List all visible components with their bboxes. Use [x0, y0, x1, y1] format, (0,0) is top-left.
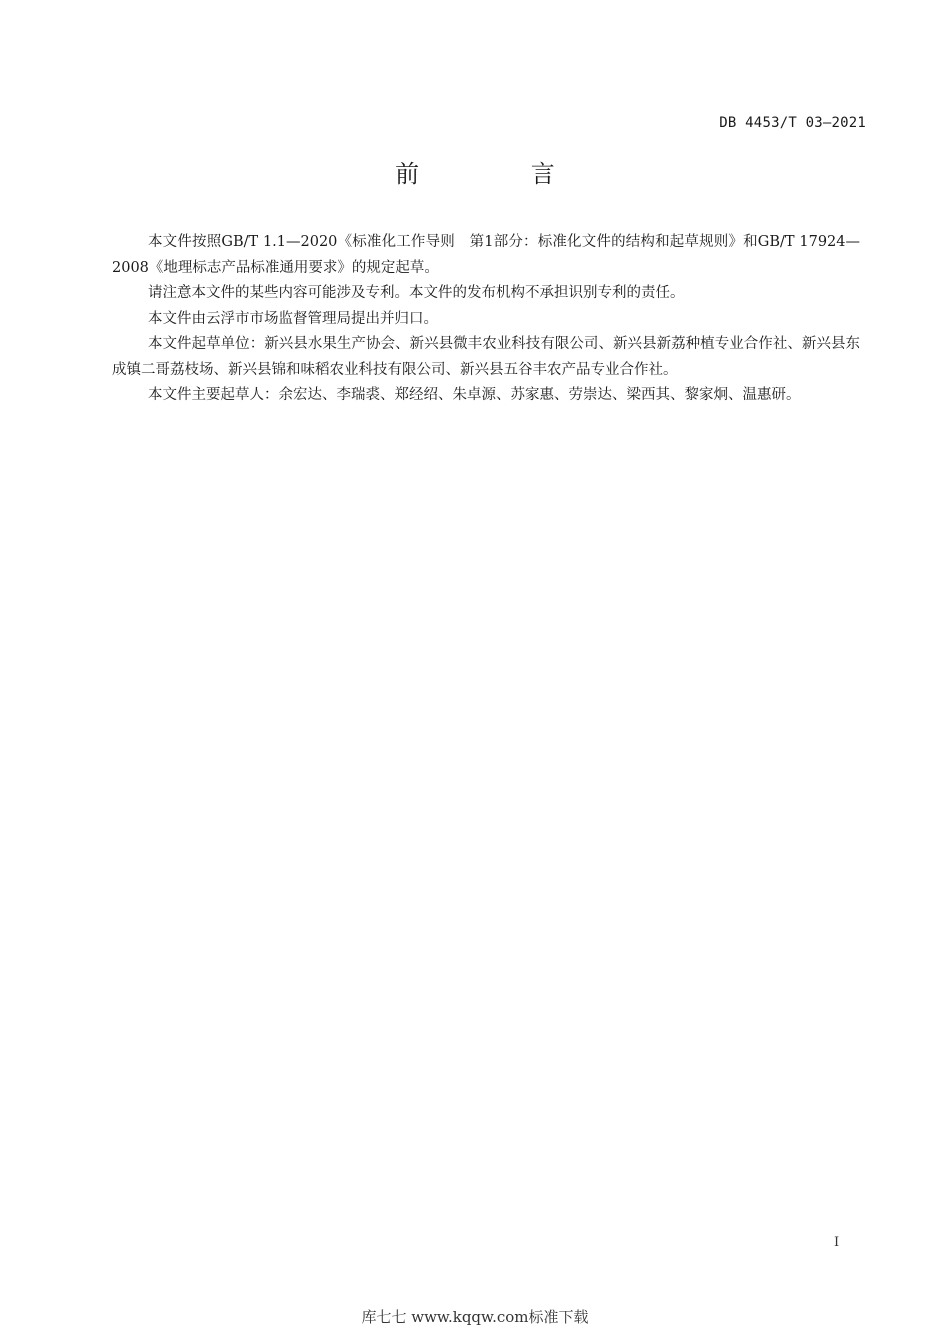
paragraph-drafting-units: 本文件起草单位：新兴县水果生产协会、新兴县微丰农业科技有限公司、新兴县新荔种植专业合作社、新兴县东成镇二哥荔枝场、新兴县锦和味稻农业科技有限公司、新兴县五谷丰农产品专业合作社。 [112, 336, 860, 378]
foreword-body [112, 230, 860, 409]
document-code: DB 4453/T 03—2021 [719, 115, 866, 131]
page-number: I [834, 1235, 840, 1250]
page-title: 前 言 [395, 160, 607, 188]
paragraph-patent-notice: 请注意本文件的某些内容可能涉及专利。本文件的发布机构不承担识别专利的责任。 [148, 285, 685, 301]
paragraph-main-drafters: 本文件主要起草人：余宏达、李瑞裘、郑经绍、朱卓源、苏家惠、劳崇达、梁西其、黎家炯、温惠研。 [148, 387, 801, 403]
paragraph-proposer: 本文件由云浮市市场监督管理局提出并归口。 [148, 310, 438, 327]
footer-watermark: 库七七 www.kqqw.com标准下载 [361, 1308, 589, 1326]
paragraph-drafting-basis: 本文件按照GB/T 1.1—2020《标准化工作导则 第1部分：标准化文件的结构和起草规则》和GB/T 17924—2008《地理标志产品标准通用要求》的规定起草。 [112, 234, 860, 276]
